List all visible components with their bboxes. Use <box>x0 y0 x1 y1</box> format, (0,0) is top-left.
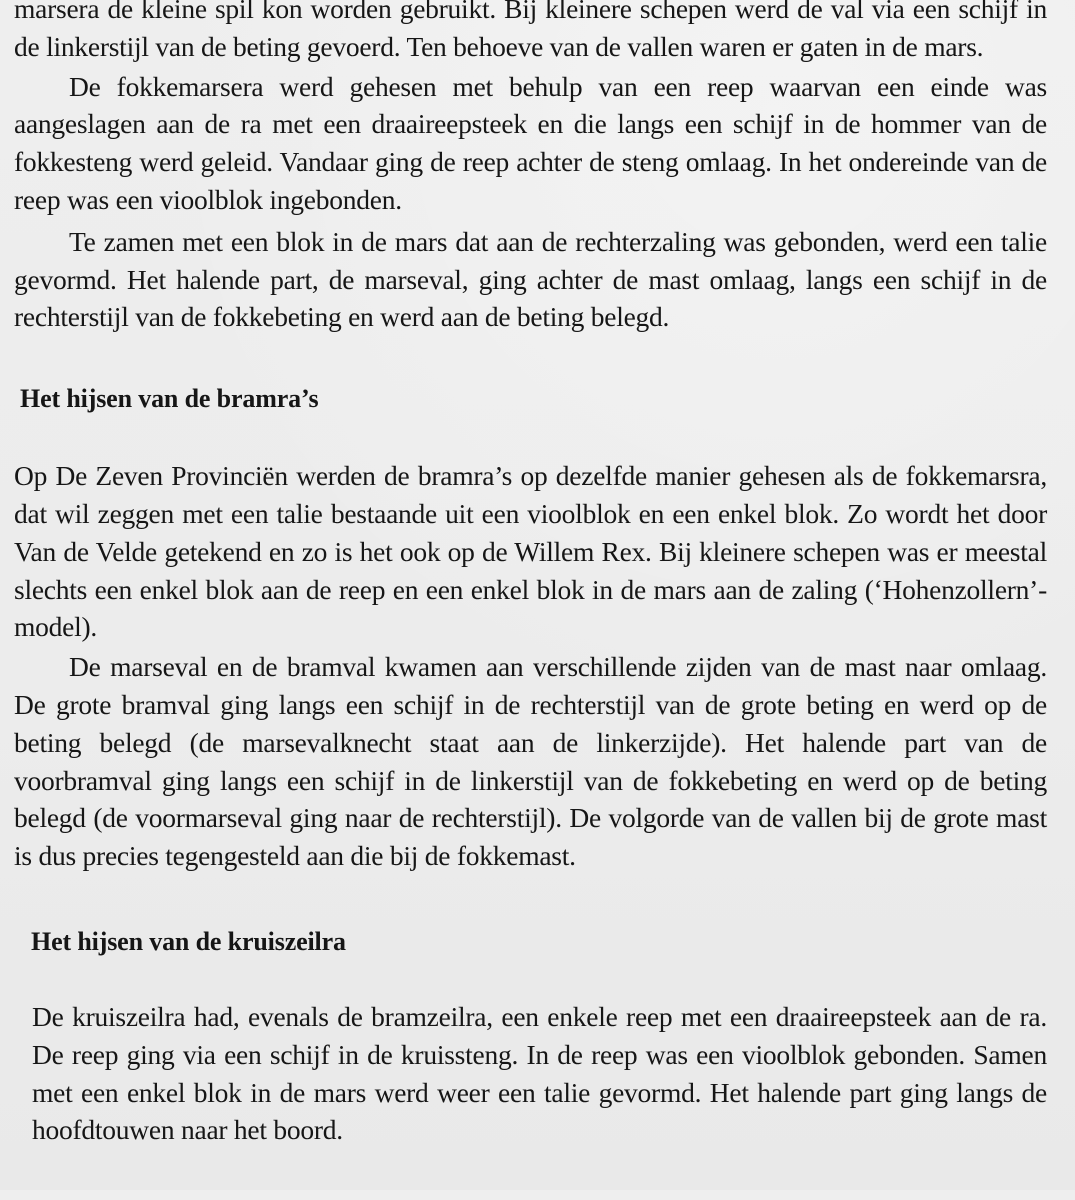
body-paragraph-4: Op De Zeven Provinciën werden de bramra’s op dezelfde manier gehesen als de fokkemarsra, dat wil zeggen met een talie bestaande uit een vioolblok en een enkel blok. Zo wordt het door Van de Velde getekend en zo is het ook op de Willem Rex. Bij kleinere schepen was er meestal slechts een enkel blok aan de reep en een enkel blok in de mars aan de zaling (‘Hohenzollern’-model). <box>14 460 1047 643</box>
body-paragraph-5: De marseval en de bramval kwamen aan verschillende zijden van de mast naar omlaag. De grote bramval ging langs een schijf in de rechterstijl van de grote beting en werd op de beting belegd (de marsevalknecht staat aan de linkerzijde). Het halende part van de voorbramval ging langs een schijf in de linkerstijl van de fokkebeting en werd op de beting belegd (de voormarseval ging naar de rechterstijl). De volgorde van de vallen bij de grote mast is dus precies tegengesteld aan die bij de fokkemast. <box>14 651 1047 872</box>
body-paragraph-2: De fokkemarsera werd gehesen met behulp van een reep waarvan een einde was aangeslagen aan de ra met een draaireepsteek en die langs een schijf in de hommer van de fokkesteng werd geleid. Vandaar ging de reep achter de steng omlaag. In het ondereinde van de reep was een vioolblok ingebonden. <box>14 70 1047 215</box>
section-heading-bramra: Het hijsen van de bramra’s <box>20 384 319 414</box>
body-paragraph-6: De kruiszeilra had, evenals de bramzeilra, een enkele reep met een draaireepsteek aan de ra. De reep ging via een schijf in de kruissteng. In de reep was een vioolblok gebonden. Samen met een enkel blok in de mars werd weer een talie gevormd. Het halende part ging langs de hoofdtouwen naar het boord. <box>32 1000 1047 1146</box>
section-heading-kruiszeilra: Het hijsen van de kruiszeilra <box>31 926 346 956</box>
body-paragraph-1: marsera de kleine spil kon worden gebruikt. Bij kleinere schepen werd de val via een schijf in de linkerstijl van de beting gevoerd. Ten behoeve van de vallen waren er gaten in de mars. <box>14 0 1047 62</box>
body-paragraph-3: Te zamen met een blok in de mars dat aan de rechterzaling was gebonden, werd een talie gevormd. Het halende part, de marseval, ging achter de mast omlaag, langs een schijf in de rechterstijl van de fokkebeting en werd aan de beting belegd. <box>14 225 1047 333</box>
